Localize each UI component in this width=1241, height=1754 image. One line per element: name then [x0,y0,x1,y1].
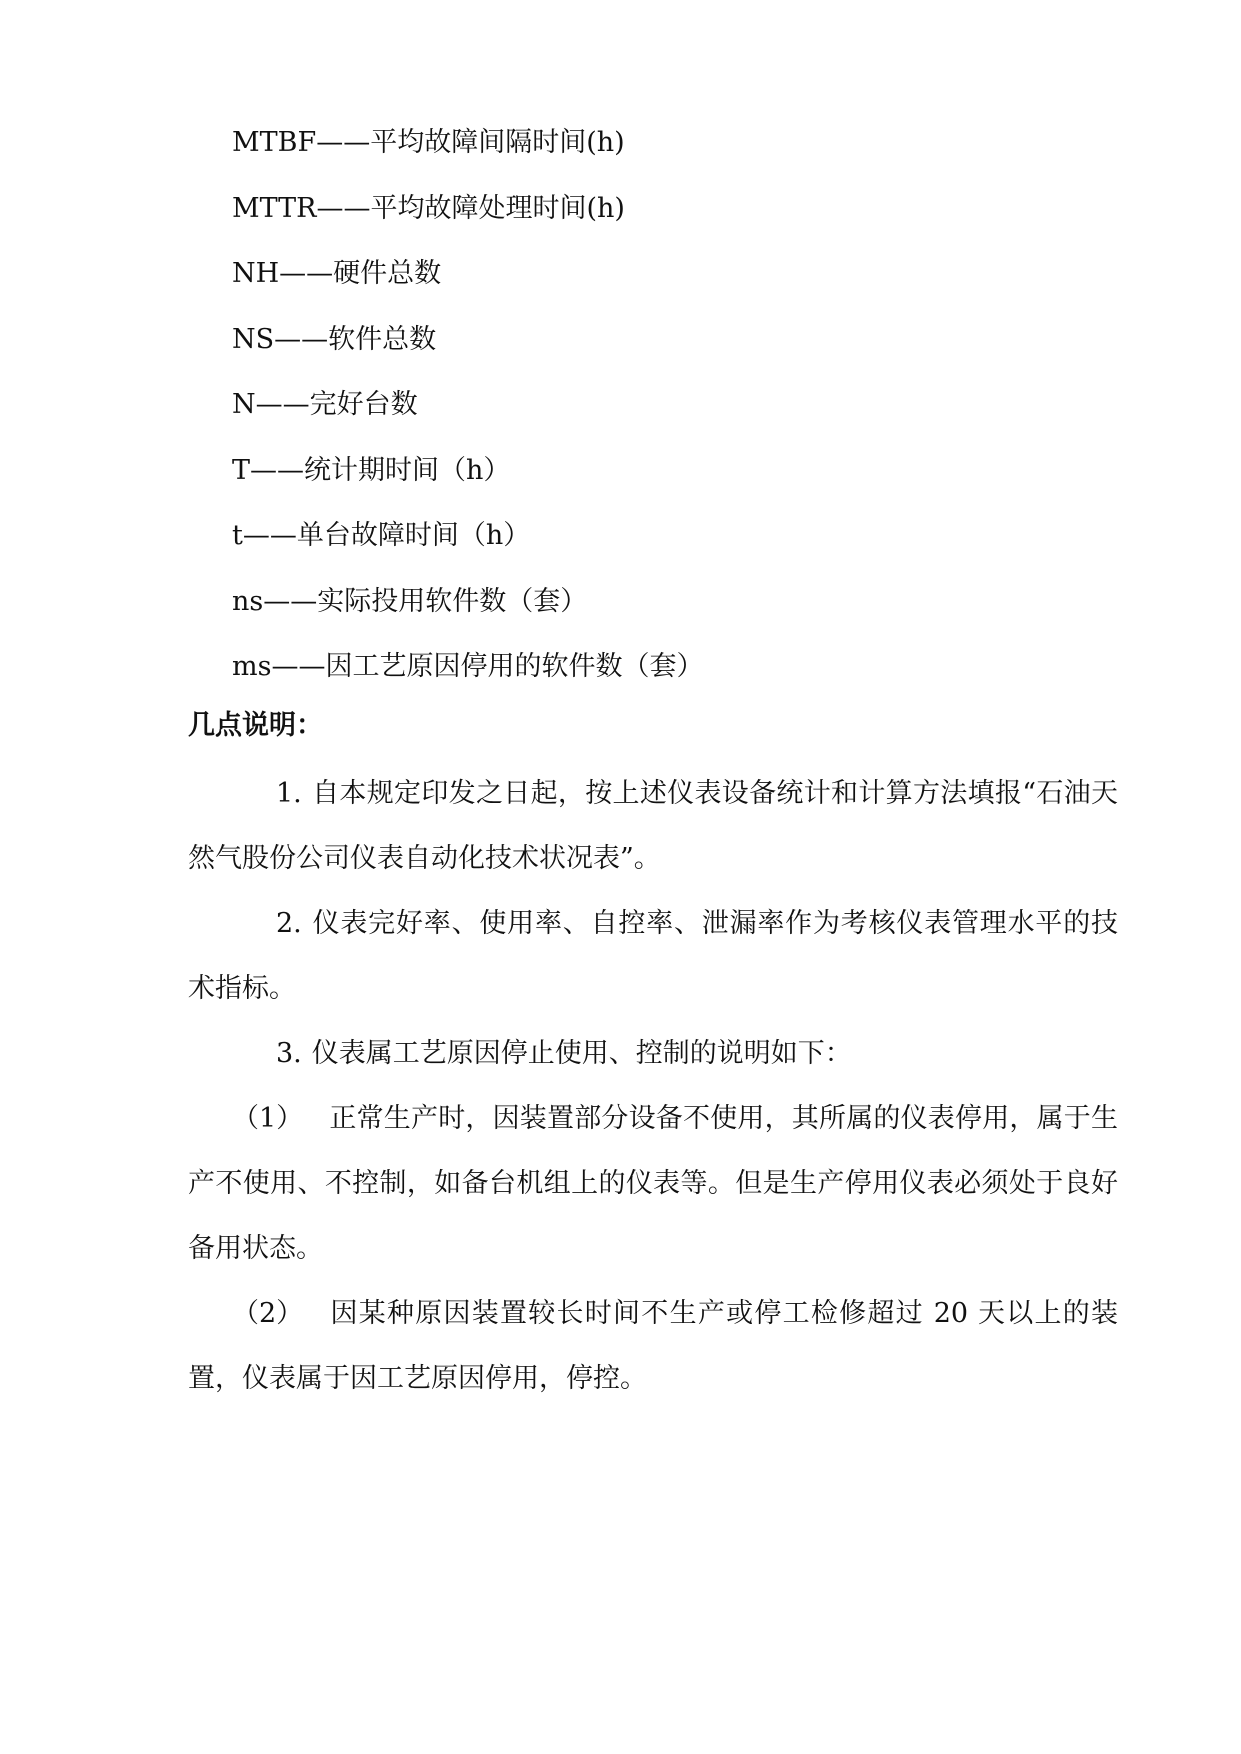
definition-list [232,120,1132,710]
subnote-text: 正常生产时，因装置部分设备不使用，其所属的仪表停用，属于生产不使用、不控制，如备台机组上的仪表等。但是生产停用仪表必须处于良好备用状态。 [188,1103,1118,1264]
note-paragraph [188,1021,1118,1086]
subnote-number: （1） [232,1103,304,1134]
note-text: 仪表完好率、使用率、自控率、泄漏率作为考核仪表管理水平的技术指标。 [188,908,1118,1004]
note-text: 仪表属工艺原因停止使用、控制的说明如下： [311,1038,852,1069]
definition-item: t——单台故障时间（h） [232,520,531,551]
definition-item: NH——硬件总数 [232,258,442,289]
definition-item: N——完好台数 [232,389,418,420]
notes-heading: 几点说明： [188,710,323,741]
definition-item: ns——实际投用软件数（套） [232,585,588,617]
subnote-text: 因某种原因装置较长时间不生产或停工检修超过 20 天以上的装置，仪表属于因工艺原因停用，停控。 [188,1298,1118,1394]
definition-item: MTTR——平均故障处理时间(h) [232,192,625,224]
note-subparagraph [188,1086,1118,1281]
note-number: 3. [276,1038,302,1069]
note-number: 2. [276,908,302,939]
note-number: 1. [276,778,302,809]
note-subparagraph [188,1281,1118,1411]
note-paragraph [188,761,1118,891]
definition-item: MTBF——平均故障间隔时间(h) [232,127,625,158]
subnote-number: （2） [232,1298,304,1329]
definition-item: T——统计期时间（h） [232,454,511,486]
notes-section [188,706,1118,1411]
definition-item: NS——软件总数 [232,323,437,355]
definition-item: ms——因工艺原因停用的软件数（套） [232,651,704,682]
note-text: 自本规定印发之日起，按上述仪表设备统计和计算方法填报“石油天然气股份公司仪表自动化技术状况表”。 [188,778,1118,874]
note-paragraph [188,891,1118,1021]
